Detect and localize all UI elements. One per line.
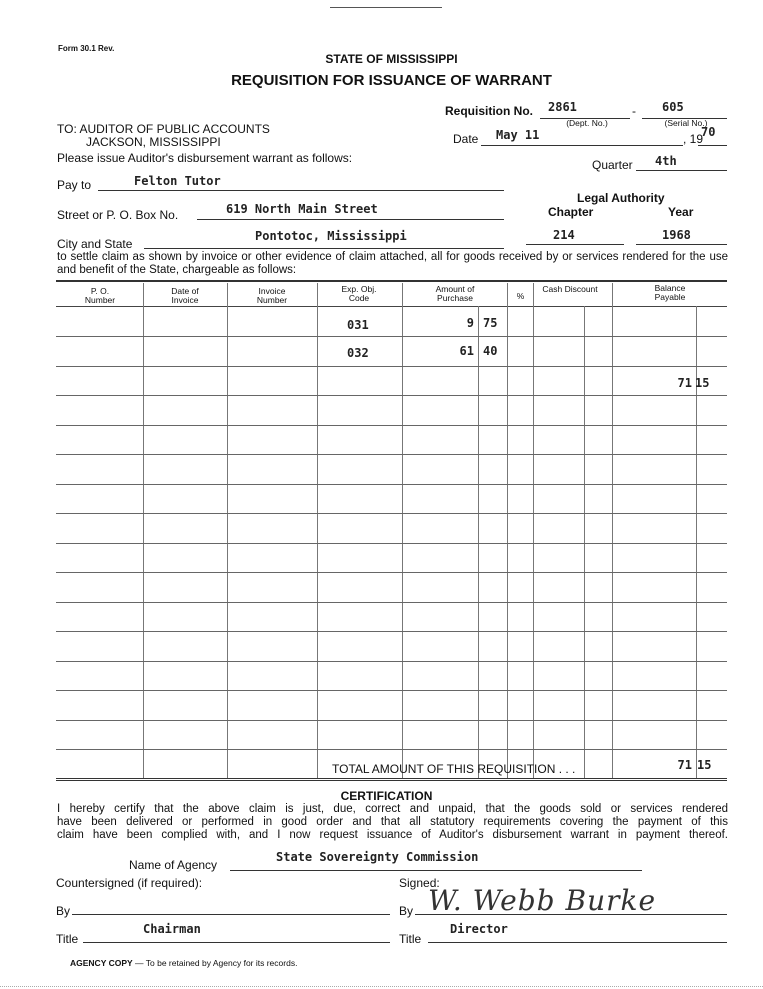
balance-cents: 15	[695, 376, 710, 390]
street-label: Street or P. O. Box No.	[57, 208, 179, 222]
row-exp-code: 031	[347, 318, 369, 332]
city-value: Pontotoc, Mississippi	[255, 229, 407, 243]
certification-heading: CERTIFICATION	[340, 789, 433, 803]
chapter-value: 214	[553, 228, 575, 242]
table-row-line	[56, 661, 727, 662]
table-row-line	[56, 484, 727, 485]
date-value: May 11	[496, 128, 540, 142]
signed-label: Signed:	[399, 876, 440, 890]
signed-by-label: By	[399, 904, 414, 918]
year-line	[698, 145, 727, 146]
to-line1: TO: AUDITOR OF PUBLIC ACCOUNTS	[57, 122, 270, 136]
dept-no-caption: (Dept. No.)	[566, 118, 608, 128]
table-row-line	[56, 395, 727, 396]
table-row-line	[56, 690, 727, 691]
total-cents: 15	[697, 758, 712, 772]
legal-year-value: 1968	[662, 228, 691, 242]
row-exp-code: 032	[347, 346, 369, 360]
year-label: Year	[668, 205, 694, 219]
table-row-line	[56, 631, 727, 632]
table-row-line	[56, 513, 727, 514]
footer-copy	[70, 958, 297, 968]
row-amount-cents: 40	[483, 344, 498, 358]
pay-to-value: Felton Tutor	[134, 174, 221, 188]
form-title: REQUISITION FOR ISSUANCE OF WARRANT	[231, 72, 552, 89]
quarter-line	[636, 170, 727, 171]
col-header-pct: %	[516, 291, 525, 301]
countersigned-label: Countersigned (if required):	[56, 876, 203, 890]
table-row-line	[56, 720, 727, 721]
date-label: Date	[453, 132, 479, 146]
col-divider	[584, 306, 585, 778]
state-title: STATE OF MISSISSIPPI	[325, 52, 458, 66]
table-row-line	[56, 454, 727, 455]
countersigned-title-label: Title	[56, 932, 79, 946]
countersigned-by-line	[72, 914, 390, 915]
settle-text: to settle claim as shown by invoice or other evidence of claim attached, all for goods received by or services rendered for the use and benefit of the State, chargeable as follows:	[57, 251, 728, 276]
street-value: 619 North Main Street	[226, 202, 378, 216]
col-header-balance: Balance Payable	[654, 283, 686, 302]
row-amount-dollars: 9	[466, 316, 474, 330]
agency-copy-label: AGENCY COPY	[70, 958, 133, 968]
col-divider	[317, 283, 318, 778]
serial-no-value: 605	[662, 100, 684, 114]
chapter-label: Chapter	[548, 205, 594, 219]
to-line2: JACKSON, MISSISSIPPI	[86, 135, 221, 149]
signature: W. Webb Burke	[428, 884, 657, 917]
date-year-prefix: , 19	[683, 132, 704, 146]
signed-title-value: Director	[450, 922, 508, 936]
top-mark	[330, 7, 442, 8]
total-dollars: 71	[677, 758, 692, 772]
col-divider	[478, 306, 479, 778]
table-bottom-border	[56, 778, 727, 781]
to-line3: Please issue Auditor's disbursement warrant as follows:	[57, 151, 353, 165]
table-row-line	[56, 602, 727, 603]
certification-line3: claim have been complied with, and I now request issuance of Auditor's disbursement warrant in payment thereof.	[57, 829, 728, 841]
quarter-label: Quarter	[592, 158, 633, 172]
table-row-line	[56, 336, 727, 337]
countersigned-title-value: Chairman	[143, 922, 201, 936]
legal-year-line	[636, 244, 727, 245]
quarter-value: 4th	[655, 154, 677, 168]
signed-title-line	[428, 942, 727, 943]
agency-line	[230, 870, 642, 871]
date-year-suffix: 70	[701, 125, 716, 139]
legal-authority-label: Legal Authority	[577, 191, 665, 205]
agency-value: State Sovereignty Commission	[276, 850, 479, 864]
row-amount-cents: 75	[483, 316, 498, 330]
table-header-bottom	[56, 306, 727, 307]
col-divider	[143, 283, 144, 778]
table-row-line	[56, 749, 727, 750]
table-row-line	[56, 572, 727, 573]
requisition-dash: -	[632, 104, 636, 118]
date-line	[481, 145, 683, 146]
serial-no-caption: (Serial No.)	[664, 118, 708, 128]
col-divider	[612, 283, 613, 778]
col-header-amount: Amount of Purchase	[435, 284, 475, 303]
certification-line1: I hereby certify that the above claim is just, due, correct and unpaid, that the goods sold or services rendered	[57, 803, 728, 815]
col-header-date-invoice: Date of Invoice	[171, 286, 199, 305]
city-line	[144, 248, 504, 249]
countersigned-by-label: By	[56, 904, 71, 918]
countersigned-title-line	[83, 942, 390, 943]
footer-dash: —	[135, 958, 144, 968]
agency-label: Name of Agency	[129, 858, 218, 872]
pay-to-line	[98, 190, 504, 191]
footer-note: To be retained by Agency for its records.	[145, 958, 298, 968]
pay-to-label: Pay to	[57, 178, 92, 192]
bottom-perforation	[0, 986, 763, 987]
table-row-line	[56, 543, 727, 544]
street-line	[197, 219, 504, 220]
city-label: City and State	[57, 237, 133, 251]
total-label: TOTAL AMOUNT OF THIS REQUISITION . . .	[332, 762, 576, 776]
col-header-po: P. O. Number	[84, 286, 116, 305]
col-divider	[402, 283, 403, 778]
table-top-border	[56, 280, 727, 282]
col-header-exp: Exp. Obj. Code	[341, 284, 377, 303]
certification-line2: have been delivered or performed in good order and that all statutory requirements covering the payment of this	[57, 816, 728, 828]
col-header-cash: Cash Discount	[542, 284, 598, 294]
requisition-label: Requisition No.	[445, 104, 533, 118]
table-row-line	[56, 425, 727, 426]
signed-title-label: Title	[399, 932, 422, 946]
dept-no-value: 2861	[548, 100, 577, 114]
col-divider	[227, 283, 228, 778]
table-row-line	[56, 366, 727, 367]
col-header-invoice: Invoice Number	[256, 286, 288, 305]
col-divider	[507, 283, 508, 778]
form-number: Form 30.1 Rev.	[58, 44, 115, 53]
row-amount-dollars: 61	[459, 344, 474, 358]
col-divider	[533, 283, 534, 778]
balance-dollars: 71	[677, 376, 692, 390]
chapter-line	[526, 244, 624, 245]
